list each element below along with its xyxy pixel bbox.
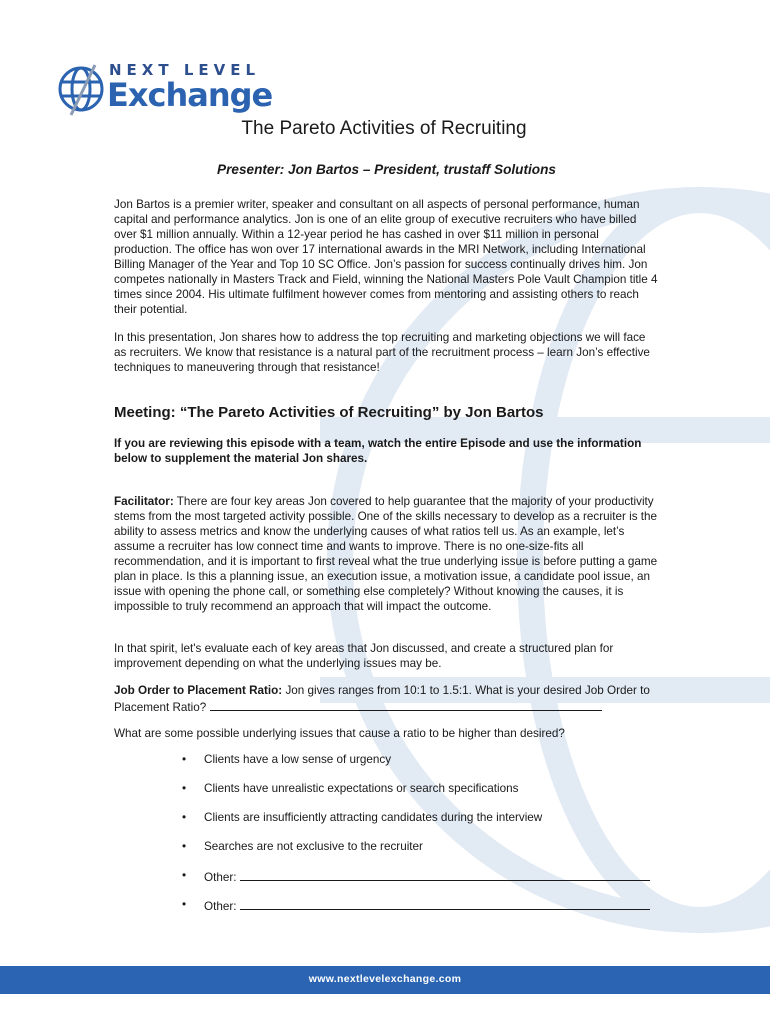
other-answer-line[interactable] (240, 868, 650, 881)
presenter-line: Presenter: Jon Bartos – President, trustaff Solutions (217, 162, 556, 177)
list-item: • Other: (182, 897, 662, 926)
job-order-paragraph (114, 683, 659, 715)
job-order-text: Jon gives ranges from 10:1 to 1.5:1. What is your desired Job Order to Placement Ratio? (114, 684, 650, 714)
bio-paragraph: Jon Bartos is a premier writer, speaker and consultant on all aspects of personal performance, human capital and performance analytics. Jon is one of an elite group of executive recruiters who have billed over $1 million annually. Within a 12-year period he has cashed in over $11 million in personal production. The office has won over 17 international awards in the MRI Network, including International Billing Manager of the Year and Top 10 SC Office. Jon’s passion for success continually drives him. Jon competes nationally in Masters Track and Field, winning the National Masters Pole Vault Champion title 4 times since 2004. His ultimate fulfilment however comes from mentoring and assisting others to reach their potential. (114, 198, 658, 316)
answer-line[interactable] (210, 698, 602, 711)
facilitator-paragraph (114, 494, 659, 614)
issues-list (182, 752, 662, 926)
list-item: • Clients have unrealistic expectations or search specifications (182, 782, 519, 795)
bullet-icon: • (182, 782, 187, 795)
job-order-label: Job Order to Placement Ratio: (114, 684, 283, 697)
bullet-icon: • (182, 869, 187, 882)
footer-url[interactable]: www.nextlevelexchange.com (308, 973, 462, 985)
question-text: What are some possible underlying issues that cause a ratio to be higher than desired? (114, 727, 565, 740)
page-title: The Pareto Activities of Recruiting (241, 118, 527, 139)
bullet-icon: • (182, 753, 187, 766)
footer-bar (0, 966, 770, 994)
other-answer-line[interactable] (240, 897, 650, 910)
bullet-icon: • (182, 840, 187, 853)
logo-line2: Exchange (107, 76, 273, 114)
next-level-exchange-logo (57, 57, 273, 127)
list-item: • Other: (182, 868, 662, 897)
list-item: • Clients have a low sense of urgency (182, 753, 392, 766)
bullet-icon: • (182, 898, 187, 911)
facilitator-text: There are four key areas Jon covered to help guarantee that the majority of your productivity stems from the most targeted activity possible. One of the skills necessary to develop as a recruiter is the ability to assess metrics and know the underlying causes of what ratios tell us. As an example, let’s assume a recruiter has low connect time and wants to improve. There is no one-size-fits all recommendation, and it is important to first reveal what the true underlying issue is before putting a game plan in place. Is this a planning issue, an execution issue, a motivation issue, a candidate pool issue, an issue with opening the phone call, or something else completely? Without knowing the causes, it is impossible to truly recommend an approach that will impact the outcome. (114, 495, 658, 613)
logo-line1: NEXT LEVEL (109, 61, 261, 79)
list-item: • Searches are not exclusive to the recruiter (182, 840, 423, 853)
globe-logo-icon (57, 57, 107, 127)
list-item: • Clients are insufficiently attracting candidates during the interview (182, 811, 543, 824)
meeting-heading: Meeting: “The Pareto Activities of Recruiting” by Jon Bartos (114, 404, 544, 421)
intro-paragraph: In this presentation, Jon shares how to address the top recruiting and marketing objections we will face as recruiters. We know that resistance is a natural part of the recruitment process – learn Jon’s effective techniques to maneuvering through that resistance! (114, 331, 650, 374)
facilitator-label: Facilitator: (114, 495, 174, 508)
spirit-paragraph: In that spirit, let's evaluate each of key areas that Jon discussed, and create a structured plan for improvement depending on what the underlying issues may be. (114, 642, 614, 670)
bullet-icon: • (182, 811, 187, 824)
team-note: If you are reviewing this episode with a team, watch the entire Episode and use the information below to supplement the material Jon shares. (114, 437, 642, 465)
